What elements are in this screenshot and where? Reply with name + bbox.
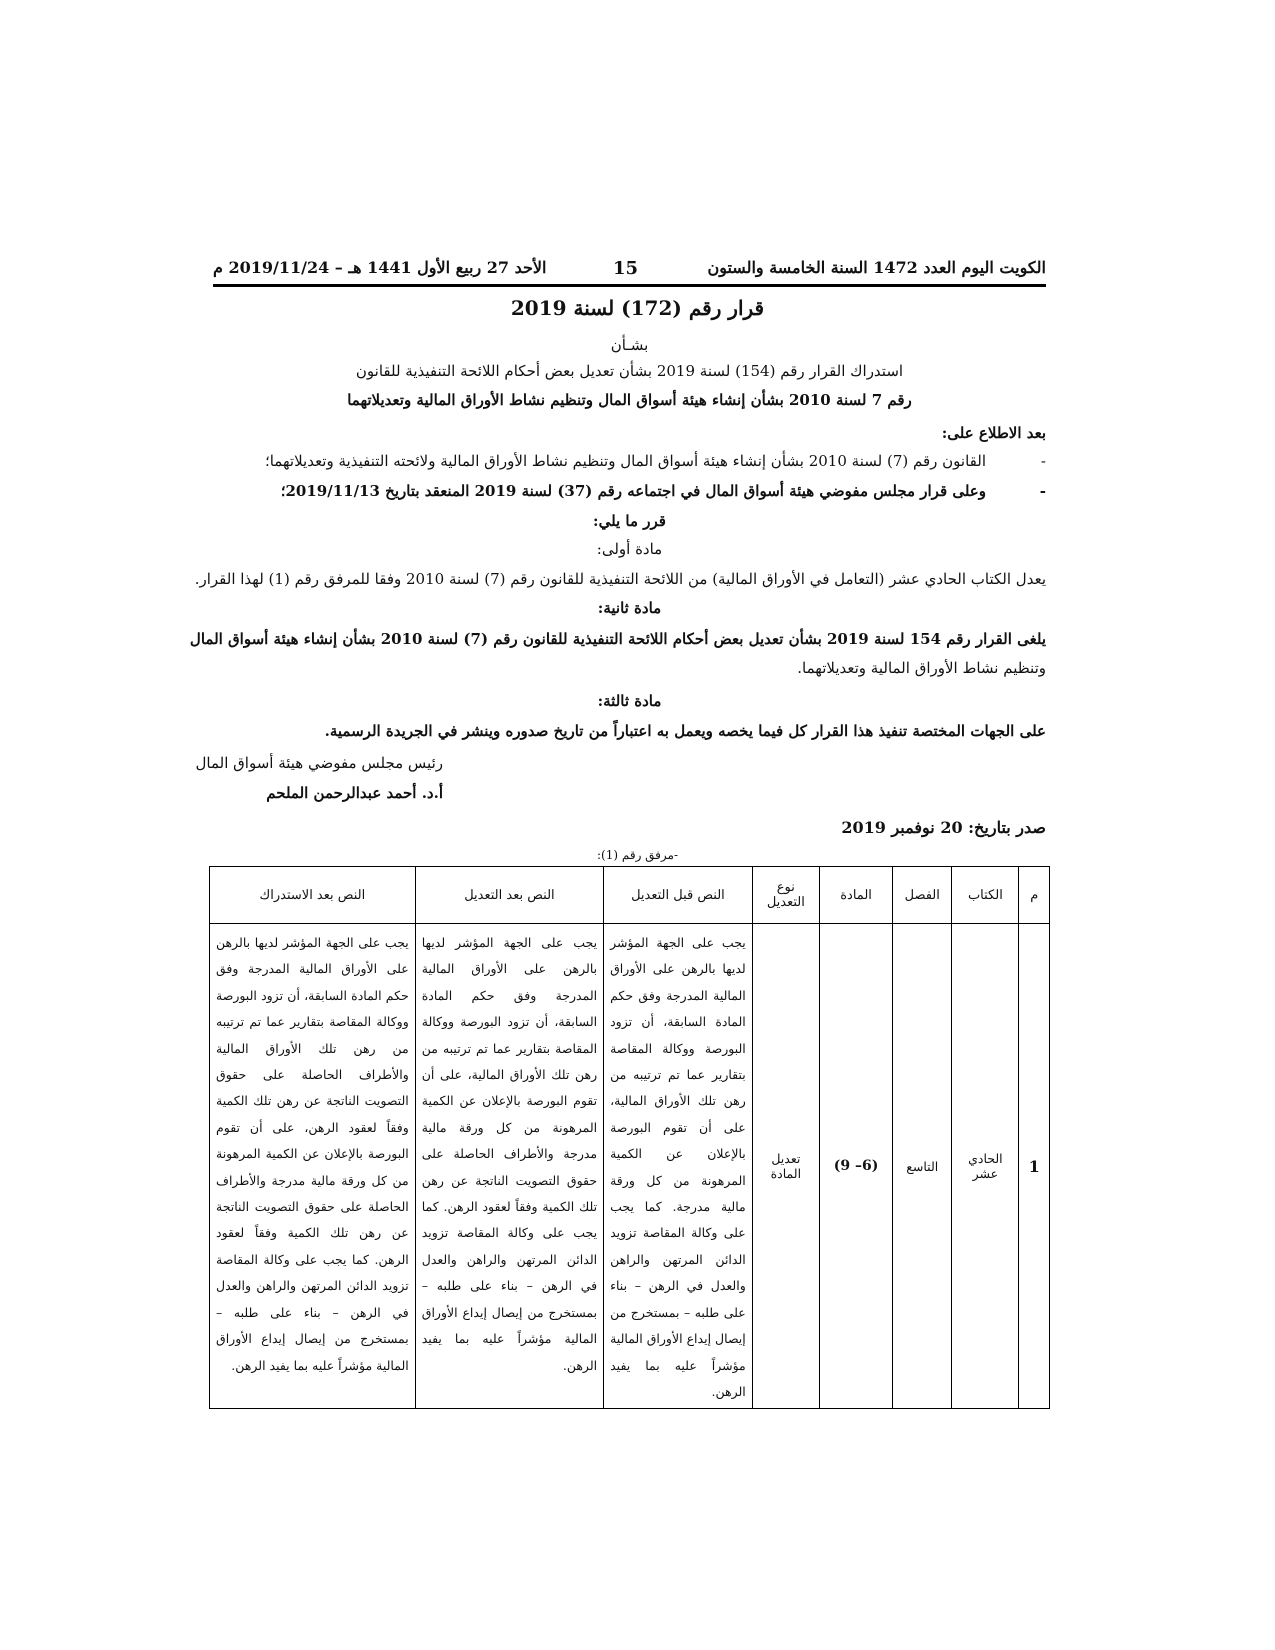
article1-title: مادة أولى: xyxy=(596,540,663,558)
header-date: الأحد 27 ربيع الأول 1441 هـ – 2019/11/24 م xyxy=(213,258,547,277)
decision-subject-line1: استدراك القرار رقم (154) لسنة 2019 بشأن تعديل بعض أحكام اللائحة التنفيذية للقانون xyxy=(355,362,904,380)
header-after-correction: النص بعد الاستدراك xyxy=(210,867,416,924)
issued-date: صدر بتاريخ: 20 نوفمبر 2019 xyxy=(841,818,1046,837)
header-issue: الكويت اليوم العدد 1472 السنة الخامسة والستون xyxy=(707,258,1046,277)
header-book: الكتاب xyxy=(952,867,1019,924)
annex-label: -مرفق رقم (1): xyxy=(596,848,679,862)
decision-title: قرار رقم (172) لسنة 2019 xyxy=(510,296,765,320)
after-review-label: بعد الاطلاع على: xyxy=(941,424,1046,442)
cell-article: (6– 9) xyxy=(819,924,892,1409)
signatory-title: رئيس مجلس مفوضي هيئة أسواق المال xyxy=(195,754,443,772)
article2-title: مادة ثانية: xyxy=(597,599,662,617)
header-no: م xyxy=(1019,867,1050,924)
amendment-table xyxy=(209,866,1050,1409)
article3-title: مادة ثالثة: xyxy=(597,692,662,710)
table-row xyxy=(210,924,1050,1409)
cell-after-correction: يجب على الجهة المؤشر لديها بالرهن على الأوراق المالية المدرجة وفق حكم المادة السابقة، أن تزود البورصة ووكالة المقاصة بتقارير عما تم ترتيبه من رهن تلك الأوراق المالية والأطراف الحاصلة على حقوق التصويت الناتجة عن رهن تلك الكمية وفقاً لعقود الرهن، على أن تقوم البورصة بالإعلان عن الكمية المرهونة من كل ورقة مالية مدرجة والأطراف الحاصلة على حقوق التصويت الناتجة عن رهن تلك الكمية وفقاً لعقود الرهن. كما يجب على وكالة المقاصة تزويد الدائن المرتهن والراهن والعدل في الرهن – بناء على طلبه – بمستخرج من إيصال إيداع الأوراق المالية مؤشراً عليه بما يفيد الرهن. xyxy=(210,924,416,1409)
cell-before: يجب على الجهة المؤشر لديها بالرهن على الأوراق المالية المدرجة وفق حكم المادة السابقة، أن تزود البورصة ووكالة المقاصة بتقارير عما تم ترتيبه من رهن تلك الأوراق المالية، على أن تقوم البورصة بالإعلان عن الكمية المرهونة من كل ورقة مالية مدرجة. كما يجب على وكالة المقاصة تزويد الدائن المرتهن والراهن والعدل في الرهن – بناء على طلبه – بمستخرج من إيصال إيداع الأوراق المالية مؤشراً عليه بما يفيد الرهن. xyxy=(604,924,753,1409)
article3-text: على الجهات المختصة تنفيذ هذا القرار كل فيما يخصه ويعمل به اعتباراً من تاريخ صدوره وينشر في الجريدة الرسمية. xyxy=(324,722,1046,740)
signatory-name: أ.د. أحمد عبدالرحمن الملحم xyxy=(266,784,443,802)
bullet-mark: - xyxy=(1039,482,1046,500)
header-article: المادة xyxy=(819,867,892,924)
article1-text: يعدل الكتاب الحادي عشر (التعامل في الأوراق المالية) من اللائحة التنفيذية للقانون رقم (7) لسنة 2010 وفقا للمرفق رقم (1) لهذا القرار. xyxy=(194,570,1046,588)
page-header xyxy=(213,254,1046,287)
decision-subject-line2: رقم 7 لسنة 2010 بشأن إنشاء هيئة أسواق المال وتنظيم نشاط الأوراق المالية وتعديلاتهما xyxy=(347,391,912,409)
table-header-row xyxy=(210,867,1050,924)
header-type: نوع التعديل xyxy=(752,867,819,924)
cell-no: 1 xyxy=(1019,924,1050,1409)
bullet-mark: - xyxy=(1040,452,1046,470)
header-after: النص بعد التعديل xyxy=(415,867,603,924)
header-page-number: 15 xyxy=(613,258,639,279)
decided-label: قرر ما يلي: xyxy=(593,512,666,530)
preamble-item-2-text: وعلى قرار مجلس مفوضي هيئة أسواق المال في اجتماعه رقم (37) لسنة 2019 المنعقد بتاريخ 2019/11/13؛ xyxy=(280,482,986,500)
cell-book: الحادي عشر xyxy=(952,924,1019,1409)
header-before: النص قبل التعديل xyxy=(604,867,753,924)
cell-chapter: التاسع xyxy=(893,924,952,1409)
cell-after: يجب على الجهة المؤشر لديها بالرهن على الأوراق المالية المدرجة وفق حكم المادة السابقة، أن تزود البورصة ووكالة المقاصة بتقارير عما تم ترتيبه من رهن تلك الأوراق المالية، على أن تقوم البورصة بالإعلان عن الكمية المرهونة من كل ورقة مالية مدرجة والأطراف الحاصلة على حقوق التصويت الناتجة عن رهن تلك الكمية وفقاً لعقود الرهن. كما يجب على وكالة المقاصة تزويد الدائن المرتهن والراهن والعدل في الرهن – بناء على طلبه – بمستخرج من إيصال إيداع الأوراق المالية مؤشراً عليه بما يفيد الرهن. xyxy=(415,924,603,1409)
cell-type: تعديل المادة xyxy=(752,924,819,1409)
article2-line2: وتنظيم نشاط الأوراق المالية وتعديلاتهما. xyxy=(797,659,1046,677)
preamble-item-1-text: القانون رقم (7) لسنة 2010 بشأن إنشاء هيئة أسواق المال وتنظيم نشاط الأوراق المالية ولائحته التنفيذية وتعديلاتهما؛ xyxy=(264,452,986,470)
article2-line1: يلغى القرار رقم 154 لسنة 2019 بشأن تعديل بعض أحكام اللائحة التنفيذية للقانون رقم (7) لسنة 2010 بشأن إنشاء هيئة أسواق المال xyxy=(189,630,1046,648)
header-chapter: الفصل xyxy=(893,867,952,924)
decision-regarding: بشـأن xyxy=(610,336,649,354)
